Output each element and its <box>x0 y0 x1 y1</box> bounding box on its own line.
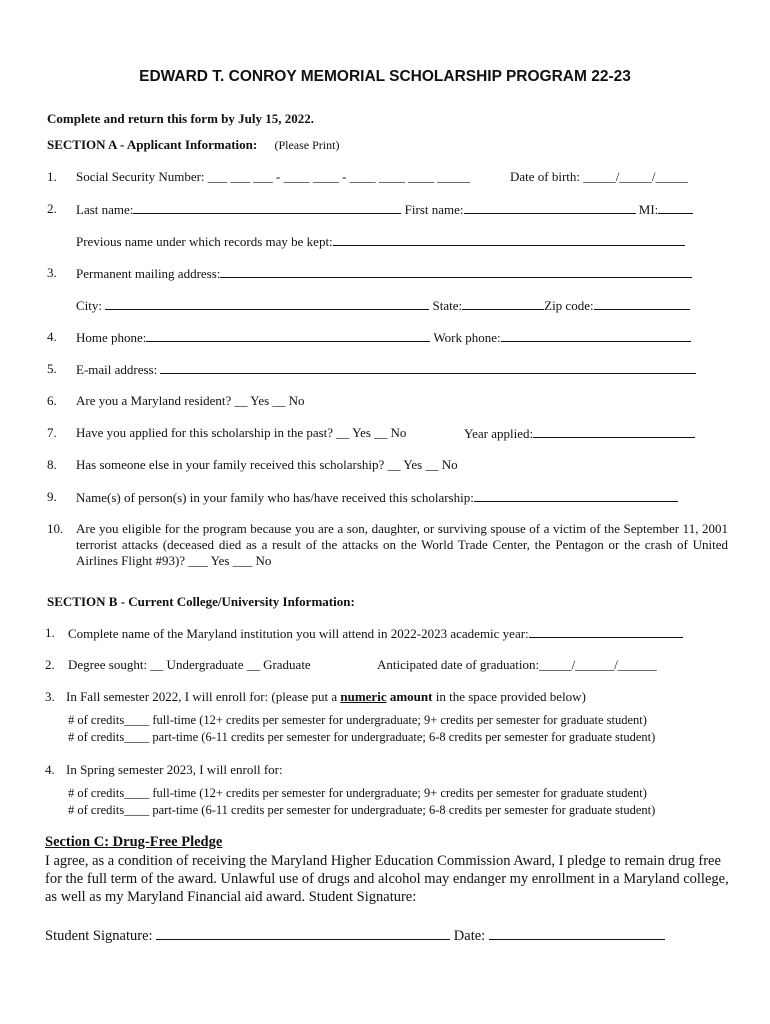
fall-full-time-credits-field[interactable]: # of credits____ full-time (12+ credits per semester for undergraduate; 9+ credits per semester for graduate student) <box>68 713 647 727</box>
drug-free-pledge-text: I agree, as a condition of receiving the Maryland Higher Education Commission Award, I pledge to remain drug free for the full term of the award. Unlawful use of drugs and alcohol may endanger my enrollment in a Maryland college, as well as my Maryland Financial aid award. Student Signature: <box>45 853 729 905</box>
fall-text-a: In Fall semester 2022, I will enroll for: (please put a <box>66 689 341 704</box>
family-names-field[interactable] <box>474 489 678 502</box>
address-field[interactable] <box>220 265 692 278</box>
mi-label: MI: <box>638 202 659 217</box>
first-name-label: First name: <box>404 202 464 217</box>
graduation-date-field[interactable]: Anticipated date of graduation:_____/______/______ <box>377 657 657 672</box>
institution-field[interactable] <box>529 625 683 638</box>
address-row <box>76 265 692 282</box>
spring-enroll-instruction: In Spring semester 2023, I will enroll for: <box>66 762 283 777</box>
email-field[interactable] <box>160 361 696 374</box>
a-q4-number: 4. <box>47 329 57 344</box>
student-signature-label: Student Signature: <box>45 928 153 944</box>
year-applied-row <box>464 425 695 442</box>
degree-sought-question[interactable]: Degree sought: __ Undergraduate __ Graduate <box>68 657 311 672</box>
section-a-heading-row <box>47 137 339 153</box>
fall-part-time-credits-field[interactable]: # of credits____ part-time (6-11 credits per semester for undergraduate; 6-8 credits per semester for graduate student) <box>68 730 656 744</box>
city-field[interactable] <box>105 297 429 310</box>
a-q5-number: 5. <box>47 361 57 376</box>
b-q1-number: 1. <box>45 625 55 640</box>
a-q6-number: 6. <box>47 393 57 408</box>
family-names-row <box>76 489 678 506</box>
signature-date-field[interactable] <box>489 925 665 940</box>
maryland-resident-question[interactable]: Are you a Maryland resident? __ Yes __ No <box>76 393 305 408</box>
date-of-birth-field[interactable]: Date of birth: _____/_____/_____ <box>510 169 689 184</box>
a-q9-number: 9. <box>47 489 57 504</box>
city-label: City: <box>76 298 103 313</box>
work-phone-label: Work phone: <box>433 330 501 345</box>
fall-enroll-instruction <box>66 689 586 705</box>
spring-full-time-credits-field[interactable]: # of credits____ full-time (12+ credits per semester for undergraduate; 9+ credits per semester for graduate student) <box>68 786 647 800</box>
a-q10-number: 10. <box>47 521 64 536</box>
last-name-label: Last name: <box>76 202 134 217</box>
zip-label: Zip code: <box>544 298 594 313</box>
state-label: State: <box>432 298 463 313</box>
form-title: EDWARD T. CONROY MEMORIAL SCHOLARSHIP PROGRAM 22-23 <box>139 68 631 85</box>
mi-field[interactable] <box>658 201 693 214</box>
a-q3-number: 3. <box>47 265 57 280</box>
previous-name-row <box>76 233 685 250</box>
previous-name-field[interactable] <box>333 233 685 246</box>
phone-row <box>76 329 691 346</box>
institution-row <box>68 625 683 642</box>
student-signature-field[interactable] <box>156 925 450 940</box>
state-field[interactable] <box>462 297 544 310</box>
applied-before-question[interactable]: Have you applied for this scholarship in the past? __ Yes __ No <box>76 425 407 440</box>
signature-date-label: Date: <box>453 928 486 944</box>
work-phone-field[interactable] <box>501 329 691 342</box>
a-q2-number: 2. <box>47 201 57 216</box>
last-name-row <box>76 201 693 218</box>
city-row <box>76 297 690 314</box>
address-label: Permanent mailing address: <box>76 266 221 281</box>
please-print-note: (Please Print) <box>274 138 340 152</box>
deadline-note: Complete and return this form by July 15, 2022. <box>47 111 314 126</box>
b-q4-number: 4. <box>45 762 55 777</box>
a-q7-number: 7. <box>47 425 57 440</box>
family-names-label: Name(s) of person(s) in your family who has/have received this scholarship: <box>76 490 474 505</box>
last-name-field[interactable] <box>133 201 401 214</box>
zip-field[interactable] <box>594 297 690 310</box>
section-a-heading: SECTION A - Applicant Information: <box>47 137 258 152</box>
a-q1-number: 1. <box>47 169 57 184</box>
signature-row <box>45 925 665 945</box>
b-q3-number: 3. <box>45 689 55 704</box>
amount-emphasis: amount <box>386 689 433 704</box>
b-q2-number: 2. <box>45 657 55 672</box>
previous-name-label: Previous name under which records may be kept: <box>76 234 333 249</box>
first-name-field[interactable] <box>464 201 636 214</box>
numeric-emphasis: numeric <box>340 689 387 704</box>
fall-text-b: in the space provided below) <box>432 689 586 704</box>
september-11-eligibility-question[interactable]: Are you eligible for the program because you are a son, daughter, or surviving spouse of a victim of the September 11, 2001 terrorist attacks (deceased died as a result of the attacks on the World Trade Center, the Pentagon or the crash of United Airlines Flight #93)? ___ Yes ___ No <box>76 521 728 568</box>
year-applied-field[interactable] <box>533 425 695 438</box>
a-q8-number: 8. <box>47 457 57 472</box>
institution-label: Complete name of the Maryland institution you will attend in 2022-2023 academic year: <box>68 626 529 641</box>
section-c-heading: Section C: Drug-Free Pledge <box>45 834 223 850</box>
email-label: E-mail address: <box>76 362 158 377</box>
year-applied-label: Year applied: <box>464 426 534 441</box>
email-row <box>76 361 696 378</box>
home-phone-label: Home phone: <box>76 330 147 345</box>
ssn-field[interactable]: Social Security Number: ___ ___ ___ - ____ ____ - ____ ____ ____ _____ <box>76 169 470 184</box>
family-received-question[interactable]: Has someone else in your family received this scholarship? __ Yes __ No <box>76 457 458 472</box>
spring-part-time-credits-field[interactable]: # of credits____ part-time (6-11 credits per semester for undergraduate; 6-8 credits per semester for graduate student) <box>68 803 656 817</box>
section-b-heading: SECTION B - Current College/University Information: <box>47 594 355 609</box>
home-phone-field[interactable] <box>146 329 430 342</box>
